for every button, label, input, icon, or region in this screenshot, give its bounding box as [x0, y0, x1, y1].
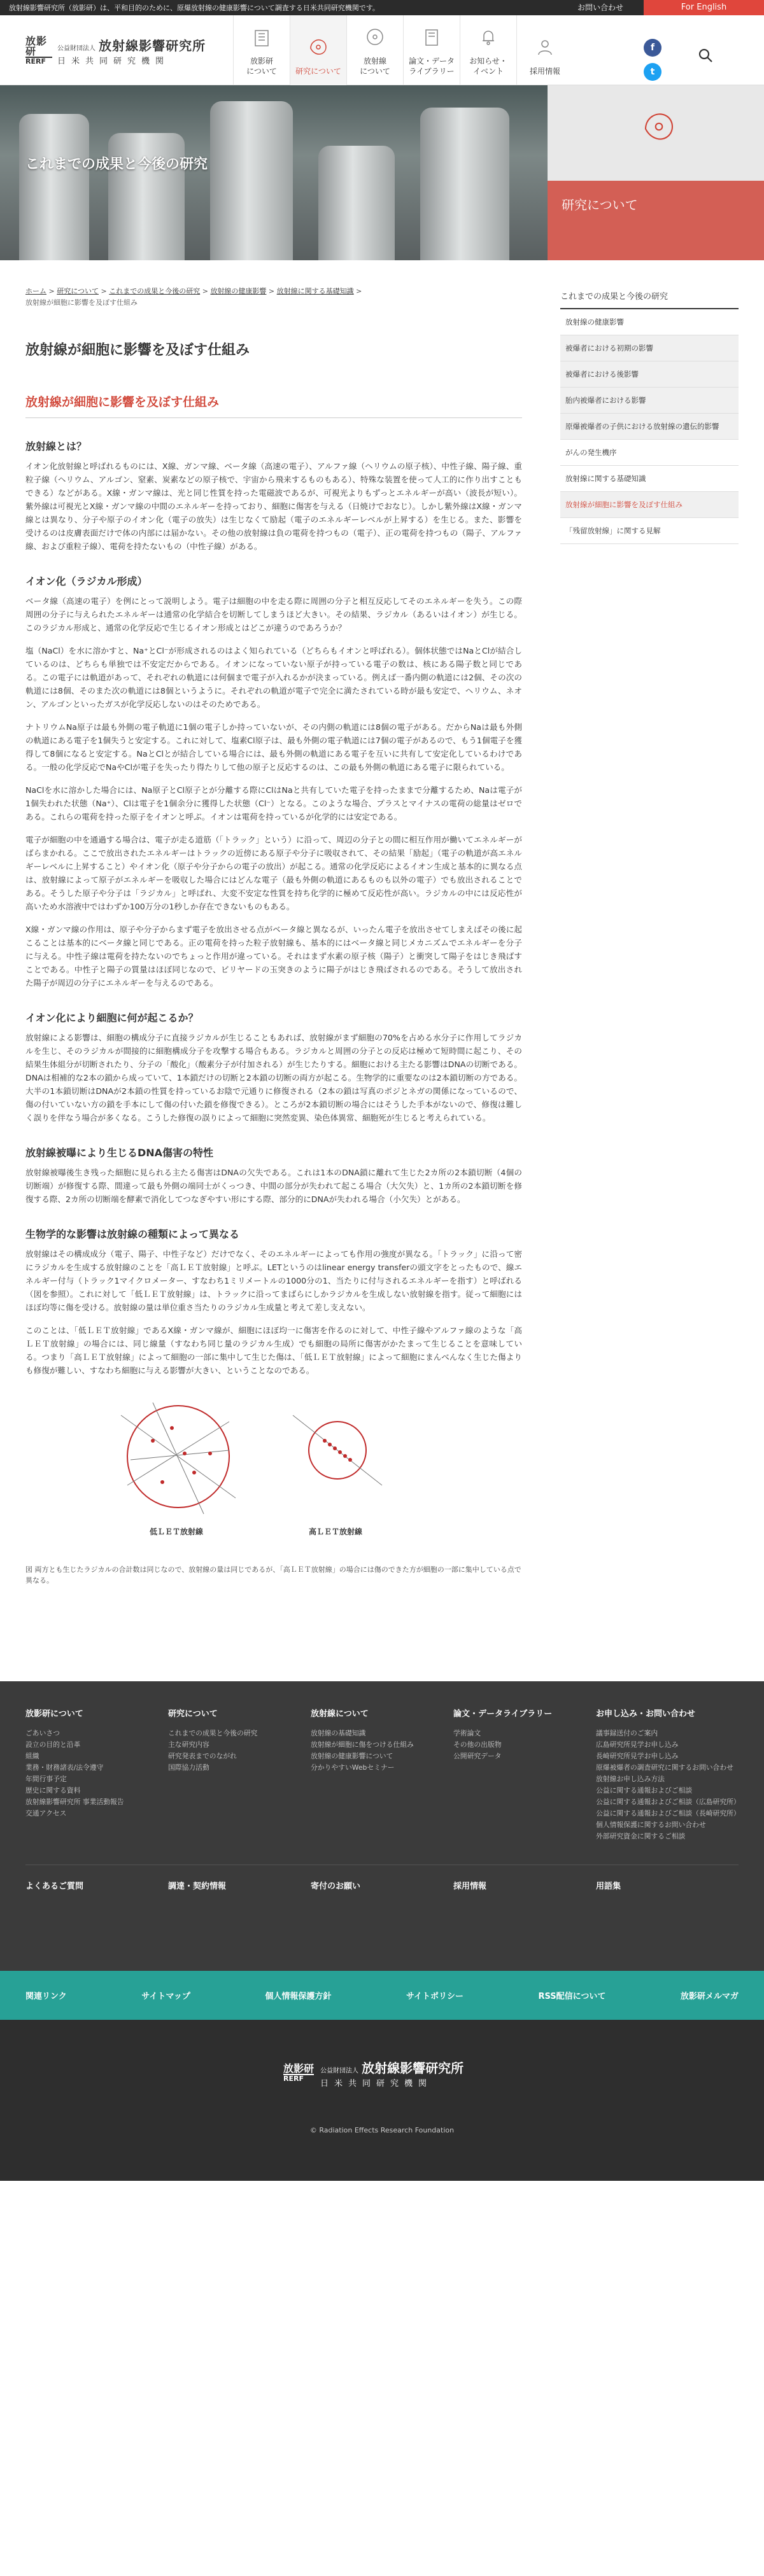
building-icon — [249, 24, 274, 50]
subsection-title: 生物学的な影響は放射線の種類によって異なる — [25, 1228, 240, 1240]
footer-link[interactable]: 放射線の基礎知識 — [311, 1729, 366, 1737]
footer-bar-link[interactable]: サイトポリシー — [406, 1992, 463, 2001]
sidebar-item[interactable]: 原爆被爆者の子供における放射線の遺伝的影響 — [560, 414, 739, 440]
facebook-icon[interactable]: f — [644, 39, 661, 57]
footer-link[interactable]: 国際協力活動 — [168, 1763, 209, 1772]
breadcrumb-current: 放射線が細胞に影響を及ぼす仕組み — [25, 298, 138, 307]
low-let-label: 低ＬＥＴ放射線 — [150, 1527, 204, 1536]
footer-logo-small: 公益財団法人 — [320, 2068, 359, 2075]
nav-library[interactable] — [403, 15, 460, 85]
bell-icon — [476, 24, 501, 50]
sidebar-item[interactable]: 被爆者における後影響 — [560, 361, 739, 388]
footer-column — [311, 1707, 453, 1865]
logo-mark — [25, 35, 52, 66]
paragraph: 電子が細胞の中を通過する場合は、電子が走る道筋（「トラック」という）に沿って、周辺の分子との間に相互作用が働いてエネルギーがばらまかれる。ここで放出されたエネルギーはトラックの近傍にある原子や分子に吸収されて、その結果「励起」（電子の軌道が高エネルギーレベルに上昇すること）やイオン化（原子や分子からの電子の放出）が起こる。通常の化学反応によるイオン生成と基本的に異なる点は、放射線によって原子がエネルギーを吸収した場合にはどんな電子（最も外側の軌道にあるものも以外の電子）でも放出されることである。そうした原子や分子は「ラジカル」と呼ばれ、大変不安定な性質を持ち化学的に極めて反応性が高い。ラジカルの中には反応性が高いため水溶液中ではわずか100万分の1秒しか存在できないものもある。 — [25, 835, 522, 911]
paragraph: 放射線による影響は、細胞の構成分子に直接ラジカルが生じることもあれば、放射線がまず細胞の70%を占める水分子に作用してラジカルを生じ、そのラジカルが間接的に細胞構成分子を攻撃する場合もある。ラジカルと周囲の分子との反応は極めて短時間に起こり、その結果生体組分が切断されたり、分子の「酸化」（酸素分子が付加される）が生じたりする。細胞における主たる影響はDNAの切断である。DNAは相補的な2本の鎖から成っていて、1本鎖だけの切断と2本鎖の切断の両方が起こる。生物学的に重要なのは2本鎖切断の方である。大半の1本鎖切断はDNAが2本鎖の性質を持っているお陰で元通りに修復される（2本の鎖は写真のポジとネガの関係になっているので、傷の付いていない方の鎖を手本にして傷の付いた鎖を修復できる）。ところが2本鎖切断の場合にはそうした手本がないので、修復は難しく誤りを伴なう場合が多くなる。こうした修復の誤りによって細胞に突然変異、染色体異常、細胞死が生じると考えられている。 — [25, 1033, 522, 1123]
site-logo[interactable] — [25, 36, 206, 66]
footer-link[interactable]: 放射線の健康影響について — [311, 1752, 393, 1760]
hero-section-label: 研究について — [548, 181, 764, 260]
sidebar-title: これまでの成果と今後の研究 — [560, 286, 739, 309]
footer-bottom-link[interactable]: 寄付のお願い — [311, 1882, 361, 1891]
footer-column-title[interactable]: 放射線について — [311, 1709, 369, 1719]
footer-logo — [283, 2058, 463, 2089]
footer-link[interactable]: 放射線お申し込み方法 — [596, 1775, 665, 1783]
english-link[interactable]: For English — [644, 0, 764, 15]
paragraph: ナトリウムNa原子は最も外側の電子軌道に1個の電子しか持っていないが、その内側の軌道には8個の電子がある。だからNaは最も外側の軌道にある電子を1個失うと安定する。これに対して、塩素Cl原子は、最も外側の電子軌道には7個の電子があるので、もう1個電子を獲得して8個になると安定する。NaとClとが結合している場合には、最も外側の軌道にある電子を互いに共有して安定化しているわけである。一般の化学反応でNaやClが電子を失ったり得たりして他の原子と反応するのは、この最も外側の軌道にある電子に限られている。 — [25, 722, 522, 772]
top-info-bar — [0, 0, 764, 15]
footer-link[interactable]: 広島研究所見学お申し込み — [596, 1740, 679, 1749]
twitter-icon[interactable]: t — [644, 63, 661, 81]
paragraph: このことは、「低ＬＥＴ放射線」であるX線・ガンマ線が、細胞にほぼ均一に傷害を作るのに対して、中性子線やアルファ線のような「高ＬＥＴ放射線」の場合には、同じ線量（すなわち同じ量のラジカル生成）でも細胞の局所に傷害がかたまって生じることを意味している。つまり「高ＬＥＴ放射線」によって細胞の一部に集中して生じた傷は、「低ＬＥＴ放射線」によって細胞にまんべんなく生じた傷よりも修復が難しい、すなわち細胞に与える影響が大きい、ということなのである。 — [25, 1326, 522, 1375]
paragraph: 塩（NaCl）を水に溶かすと、Na⁺とCl⁻が形成されるのはよく知られている（どちらもイオンと呼ばれる）。個体状態ではNaとClが結合しているのは、どちらも単独では不安定だからである。イオンになっていない原子が持っている電子の数は、核にある陽子数と同じである。この電子には軌道があって、それぞれの軌道には何個まで電子が入れるかが決まっている。例えば一番内側の軌道には2個、その次の軌道には8個、そのまた次の軌道には8個というように。それぞれの軌道が電子で完全に満たされている時が最も安定で、ヘリウム、ネオン、アルゴンといったガスが化学反応しないのはそのためである。 — [25, 646, 522, 709]
footer-logo-main: 放射線影響研究所 — [362, 2061, 464, 2076]
subsection-title: イオン化（ラジカル形成） — [25, 575, 148, 587]
breadcrumb-health-effects[interactable]: 放射線の健康影響 — [210, 287, 267, 295]
subsection-title: 放射線被曝により生じるDNA傷害の特性 — [25, 1147, 214, 1159]
footer-column — [25, 1707, 168, 1865]
footer-bottom-link[interactable]: 採用情報 — [453, 1882, 487, 1891]
nav-library-label: 論文・データ ライブラリー — [408, 57, 455, 76]
sidebar-item[interactable]: がんの発生機序 — [560, 440, 739, 466]
book-icon — [419, 24, 444, 50]
hero-image — [0, 85, 548, 260]
logo-main-text: 放射線影響研究所 — [99, 38, 206, 53]
let-diagram — [25, 1390, 509, 1536]
footer-bottom-link[interactable]: 用語集 — [596, 1882, 621, 1891]
breadcrumb-home[interactable]: ホーム — [25, 287, 46, 295]
footer-link[interactable]: 業務・財務諸表/法令遵守 — [25, 1763, 104, 1772]
footer-link[interactable]: 歴史に関する資料 — [25, 1786, 81, 1795]
sidebar-nav — [560, 286, 739, 1586]
paragraph: X線・ガンマ線の作用は、原子や分子からまず電子を放出させる点がベータ線と異なるが、いったん電子を放出させてしまえばその後に起こることは基本的にベータ線と同じである。正の電荷を持った粒子放射線も、基本的にはベータ線と同じメカニズムでエネルギーを分子に与える。中性子線は電荷を持たないのでちょっと作用が違っている。それはまず水素の原子核（陽子）と衝突して陽子をはじき飛ばすことである。中性子と陽子の質量はほぼ同じなので、ビリヤードの玉突きのように陽子がはじき飛ばされるのである。そうして放出された陽子が周辺の分子にエネルギーを与えるのである。 — [25, 925, 522, 988]
nav-radiation-label: 放射線 について — [360, 57, 390, 76]
footer-link[interactable]: 外部研究資金に関するご相談 — [596, 1832, 686, 1840]
hero-banner — [0, 85, 764, 260]
radiation-icon — [362, 24, 388, 50]
sidebar-item[interactable]: 胎内被爆者における影響 — [560, 388, 739, 414]
content-area — [0, 286, 764, 1586]
nav-research-label: 研究について — [295, 67, 341, 76]
nav-about[interactable] — [233, 15, 290, 85]
footer-bar-link[interactable]: 放影研メルマガ — [680, 1992, 739, 2001]
research-icon — [306, 34, 331, 60]
research-icon — [637, 104, 681, 151]
breadcrumb-research[interactable]: 研究について — [57, 287, 99, 295]
main-article — [25, 286, 535, 1586]
paragraph: 放射線被曝後生き残った細胞に見られる主たる傷害はDNAの欠失である。これは1本のDNA鎖に離れて生じた2カ所の2本鎖切断（4個の切断端）が修復する際、間違って最も外側の端同士がくっつき、中間の部分が失われて起こる場合（大欠失）と、1カ所の2本鎖切断を修復する際、2カ所の切断端を酵素で消化してつなぎやすい形にする際、部分的にDNAが失われる場合（小欠失）とがある。 — [25, 1168, 522, 1204]
footer-link[interactable]: 個人情報保護に関するお問い合わせ — [596, 1821, 706, 1829]
footer-logo-mark-jp: 放影研 — [283, 2062, 315, 2075]
nav-recruit[interactable] — [516, 15, 573, 85]
logo-mark-jp: 放影研 — [25, 35, 48, 57]
nav-news[interactable] — [460, 15, 516, 85]
paragraph: NaClを水に溶かした場合には、Na原子とCl原子とが分離する際にClはNaと共有していた電子を持ったままで分離するため、Naは電子が1個失われた状態（Na⁺）、Clは電子を1個余分に獲得した状態（Cl⁻）となる。このような場合、プラスとマイナスの電荷の総量はゼロである。これらの電荷を持った原子をイオンと呼ぶ。イオンは電荷を持っているが化学的には安定である。 — [25, 785, 522, 822]
footer-link-bar — [0, 1971, 764, 2020]
social-links — [644, 39, 661, 81]
contact-link[interactable]: お問い合わせ — [577, 3, 624, 12]
main-nav — [233, 15, 573, 85]
footer-link[interactable]: 原爆被爆者の調査研究に関するお問い合わせ — [596, 1763, 733, 1772]
footer-link[interactable]: 公益に関する通報およびご相談 — [596, 1786, 693, 1795]
footer-column — [596, 1707, 739, 1865]
subsection-title: イオン化により細胞に何が起こるか？ — [25, 1012, 199, 1024]
footer-link[interactable]: 交通アクセス — [25, 1809, 67, 1817]
footer-link[interactable]: 放射線が細胞に傷をつける仕組み — [311, 1740, 414, 1749]
footer-bottom-link[interactable]: よくあるご質問 — [25, 1882, 84, 1891]
figure-caption: 図 両方とも生じたラジカルの合計数は同じなので、放射線の量は同じであるが、「高ＬＥＴ放射線」の場合には傷のできた方が細胞の一部に集中している点で異なる。 — [25, 1565, 521, 1585]
hero-section-panel — [548, 85, 764, 260]
footer-link[interactable]: 長崎研究所見学お申し込み — [596, 1752, 679, 1760]
paragraph: 放射線はその構成成分（電子、陽子、中性子など）だけでなく、そのエネルギーによっても作用の強度が異なる。「トラック」に沿って密にラジカルを生成する放射線のことを「高ＬＥＴ放射線」と呼ぶ。LETというのはlinear energy transferの頭文字をとったもので、線エネルギー付与（トラック1マイクロメーター、すなわち1ミリメートルの1000分の1、当たりに付与されるエネルギーを指す）と呼ばれる（図を参照）。これに対して「低ＬＥＴ放射線」は、トラックに沿ってまばらにしかラジカルを生成しない放射線を指す。従って細胞にはほぼ均等に傷を受ける。放射線の量は単位重さ当たりのラジカル生成量と考えて差し支えない。 — [25, 1249, 522, 1312]
page-title: 放射線が細胞に影響を及ぼす仕組み — [25, 342, 250, 358]
search-button[interactable] — [690, 39, 721, 71]
sidebar-item[interactable]: 放射線の健康影響 — [560, 309, 739, 335]
footer-link[interactable]: 公開研究データ — [453, 1752, 502, 1760]
footer-link[interactable]: これまでの成果と今後の研究 — [168, 1729, 258, 1737]
footer-column-title[interactable]: お申し込み・お問い合わせ — [596, 1709, 696, 1719]
site-header — [0, 15, 764, 85]
footer-link[interactable]: 組織 — [25, 1752, 39, 1760]
paragraph: ベータ線（高速の電子）を例にとって説明しよう。電子は細胞の中を走る際に周囲の分子と相互反応してそのエネルギーを失う。この際周囲の分子に与えられたエネルギーは通常の化学結合を切断してしまうほど大きい。その結果、ラジカル（あるいはイオン）が生じる。このラジカル形成と、通常の化学反応で生じるイオン形成とはどこが違うのであろうか？ — [25, 596, 522, 633]
footer-column-title[interactable]: 研究について — [168, 1709, 218, 1719]
footer-column — [168, 1707, 311, 1865]
footer-link[interactable]: 公益に関する通報およびご相談（長崎研究所） — [596, 1809, 740, 1817]
sidebar-item[interactable]: 放射線が細胞に影響を及ぼす仕組み — [560, 492, 739, 518]
footer-link[interactable]: 公益に関する通報およびご相談（広島研究所） — [596, 1798, 740, 1806]
nav-radiation[interactable] — [346, 15, 403, 85]
person-icon — [532, 34, 558, 60]
paragraph: イオン化放射線と呼ばれるものには、X線、ガンマ線、ベータ線（高速の電子）、アルファ線（ヘリウムの原子核）、中性子線、陽子線、重粒子線（ヘリウム、アルゴン、窒素、炭素などの原子核で、宇宙から飛来するものもある）、特殊な装置を使って人工的に作り出すこともできる）などがある。X線・ガンマ線は、光と同じ性質を持った電磁波であるが、可視光よりもずっとエネルギーが高い（波長が短い）。紫外線は可視光とX線・ガンマ線の中間のエネルギーを持っており、細胞に傷害を与える（日焼けでおなじ）。しかし紫外線はX線・ガンマ線とは異なり、分子や原子のイオン化（電子の放失）は生じなくて励起（電子のエネルギーレベルが上昇する）を生じる。また、影響を受けるのは皮膚表面だけで体の内部には届かない。その他の放射線は負の電荷を持つもの（電子）、正の電荷を持つもの（陽子、アルファ線、および重粒子線）、電荷を持たないもの（中性子線）がある。 — [25, 461, 522, 551]
section-title: 放射線が細胞に影響を及ぼす仕組み — [25, 393, 522, 418]
breadcrumb: ホーム > 研究について > これまでの成果と今後の研究 > 放射線の健康影響 > 放射線に関する基礎知識 > 放射線が細胞に影響を及ぼす仕組み — [25, 287, 362, 307]
footer-bar-link[interactable]: サイトマップ — [141, 1992, 190, 2001]
footer-column-title[interactable]: 論文・データライブラリー — [453, 1709, 553, 1719]
logo-mark-en: RERF — [25, 57, 52, 66]
footer-column — [453, 1707, 596, 1865]
nav-research[interactable] — [290, 15, 346, 85]
breadcrumb-basics[interactable]: 放射線に関する基礎知識 — [276, 287, 354, 295]
top-bar-text: 放射線影響研究所（放影研）は、平和目的のために、原爆放射線の健康影響について調査する日米共同研究機関です。 — [9, 4, 379, 12]
footer-bottom-link[interactable]: 調達・契約情報 — [168, 1882, 227, 1891]
footer-link[interactable]: 研究発表までのながれ — [168, 1752, 237, 1760]
footer-logo-mark-en: RERF — [283, 2074, 314, 2083]
site-footer — [0, 1681, 764, 1971]
subsection-title: 放射線とは？ — [25, 440, 87, 452]
let-figure — [25, 1390, 509, 1562]
logo-sub-text: 日米共同研究機関 — [57, 57, 170, 66]
sidebar-item[interactable]: 被爆者における初期の影響 — [560, 335, 739, 361]
footer-column-title[interactable]: 放影研について — [25, 1709, 83, 1719]
hero-title: これまでの成果と今後の研究 — [25, 157, 208, 172]
breadcrumb-results[interactable]: これまでの成果と今後の研究 — [109, 287, 201, 295]
footer-link[interactable]: 学術論文 — [453, 1729, 481, 1737]
footer-link[interactable]: 主な研究内容 — [168, 1740, 209, 1749]
high-let-label: 高ＬＥＴ放射線 — [309, 1527, 363, 1536]
footer-link[interactable]: ごあいさつ — [25, 1729, 60, 1737]
nav-news-label: お知らせ・ イベント — [469, 57, 507, 76]
footer-logo-sub: 日米共同研究機関 — [320, 2079, 433, 2089]
footer-link[interactable]: 年間行事予定 — [25, 1775, 67, 1783]
footer-link[interactable]: その他の出版物 — [453, 1740, 502, 1749]
search-icon — [698, 48, 713, 63]
footer-link[interactable]: 議事録送付のご案内 — [596, 1729, 658, 1737]
footer-bar-link[interactable]: 関連リンク — [25, 1992, 67, 2001]
footer-bar-link[interactable]: 個人情報保護方針 — [265, 1992, 332, 2001]
nav-about-label: 放影研 について — [246, 57, 277, 76]
sidebar-item[interactable]: 「残留放射線」に関する見解 — [560, 518, 739, 544]
footer-link[interactable]: 設立の目的と沿革 — [25, 1740, 81, 1749]
copyright: © Radiation Effects Research Foundation — [309, 2126, 455, 2134]
logo-small-text: 公益財団法人 — [57, 45, 96, 52]
footer-bar-link[interactable]: RSS配信について — [538, 1992, 606, 2001]
footer-link[interactable]: 分かりやすいWebセミナー — [311, 1763, 395, 1772]
nav-recruit-label: 採用情報 — [529, 67, 560, 76]
footer-link[interactable]: 放射線影響研究所 事業活動報告 — [25, 1798, 124, 1806]
sidebar-item[interactable]: 放射線に関する基礎知識 — [560, 466, 739, 492]
footer-bottom — [0, 2020, 764, 2181]
